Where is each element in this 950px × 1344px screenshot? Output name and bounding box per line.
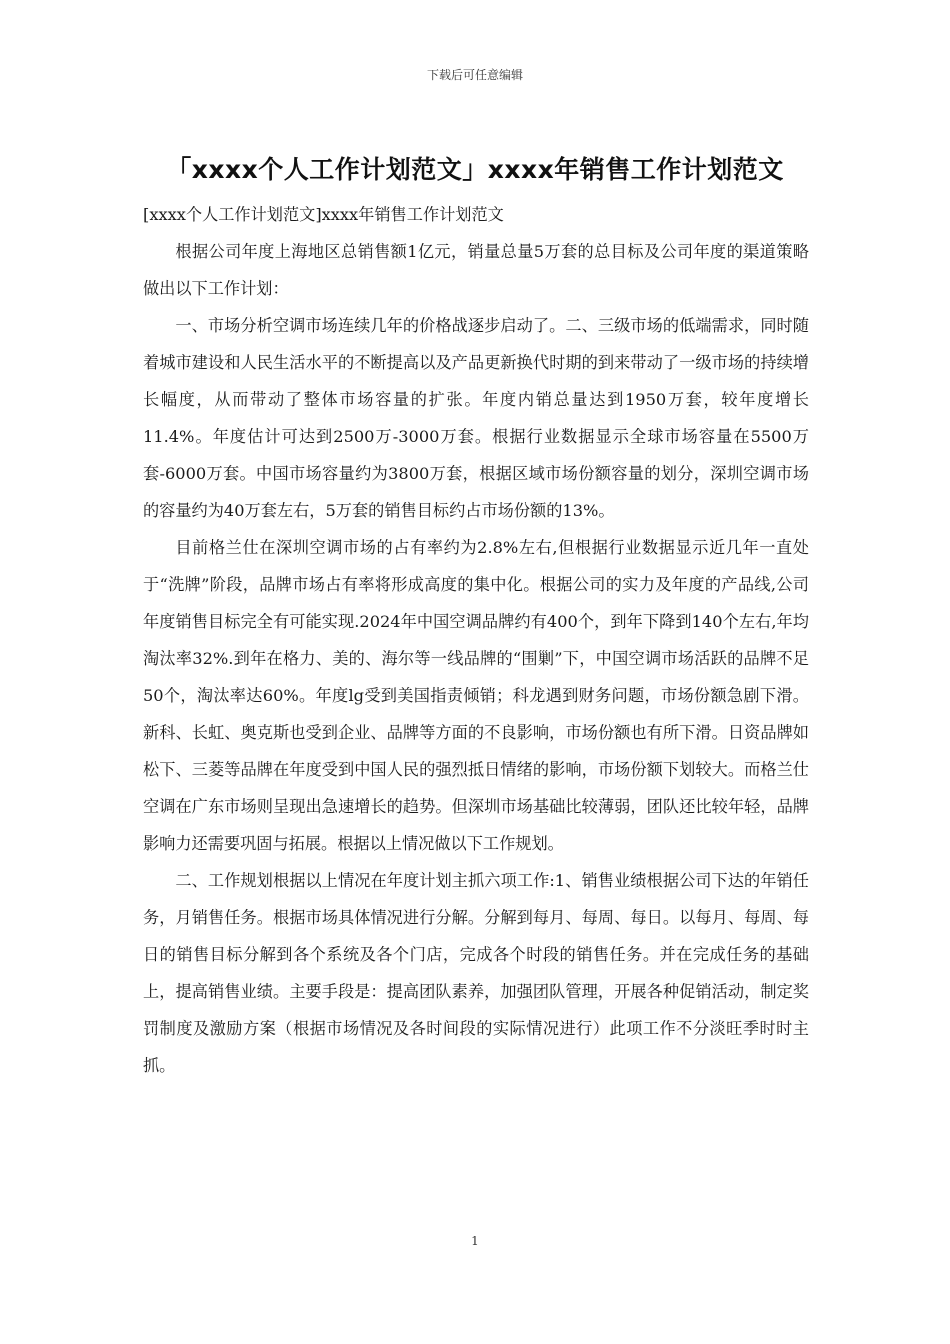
page-number: 1: [471, 1234, 479, 1248]
market-analysis-paragraph: 一、市场分析空调市场连续几年的价格战逐步启动了。二、三级市场的低端需求，同时随着城市建设和人民生活水平的不断提高以及产品更新换代时期的到来带动了一级市场的持续增长幅度，从而带动了整体市场容量的扩张。年度内销总量达到1950万套，较年度增长11.4%。年度估计可达到2500万-3000万套。根据行业数据显示全球市场容量在5500万套-6000万套。中国市场容量约为3800万套，根据区域市场份额容量的划分，深圳空调市场的容量约为40万套左右，5万套的销售目标约占市场份额的13%。: [143, 316, 809, 520]
document-title: 「xxxx个人工作计划范文」xxxx年销售工作计划范文: [166, 155, 784, 184]
document-body: [143, 196, 809, 1084]
header-note: 下载后可任意编辑: [426, 68, 523, 82]
intro-paragraph: 根据公司年度上海地区总销售额1亿元，销量总量5万套的总目标及公司年度的渠道策略做出以下工作计划：: [143, 242, 809, 298]
subtitle-paragraph: [xxxx个人工作计划范文]xxxx年销售工作计划范文: [143, 205, 504, 224]
market-share-paragraph: 目前格兰仕在深圳空调市场的占有率约为2.8%左右,但根据行业数据显示近几年一直处于“洗牌”阶段，品牌市场占有率将形成高度的集中化。根据公司的实力及年度的产品线,公司年度销售目标完全有可能实现.2024年中国空调品牌约有400个，到年下降到140个左右,年均淘汰率32%.到年在格力、美的、海尔等一线品牌的“围剿”下，中国空调市场活跃的品牌不足50个，淘汰率达60%。年度lg受到美国指责倾销；科龙遇到财务问题，市场份额急剧下滑。新科、长虹、奥克斯也受到企业、品牌等方面的不良影响，市场份额也有所下滑。日资品牌如松下、三菱等品牌在年度受到中国人民的强烈抵日情绪的影响，市场份额下划较大。而格兰仕空调在广东市场则呈现出急速增长的趋势。但深圳市场基础比较薄弱，团队还比较年轻，品牌影响力还需要巩固与拓展。根据以上情况做以下工作规划。: [143, 538, 809, 853]
work-plan-paragraph: 二、工作规划根据以上情况在年度计划主抓六项工作:1、销售业绩根据公司下达的年销任务，月销售任务。根据市场具体情况进行分解。分解到每月、每周、每日。以每月、每周、每日的销售目标分解到各个系统及各个门店，完成各个时段的销售任务。并在完成任务的基础上，提高销售业绩。主要手段是：提高团队素养，加强团队管理，开展各种促销活动，制定奖罚制度及激励方案（根据市场情况及各时间段的实际情况进行）此项工作不分淡旺季时时主抓。: [143, 871, 809, 1075]
